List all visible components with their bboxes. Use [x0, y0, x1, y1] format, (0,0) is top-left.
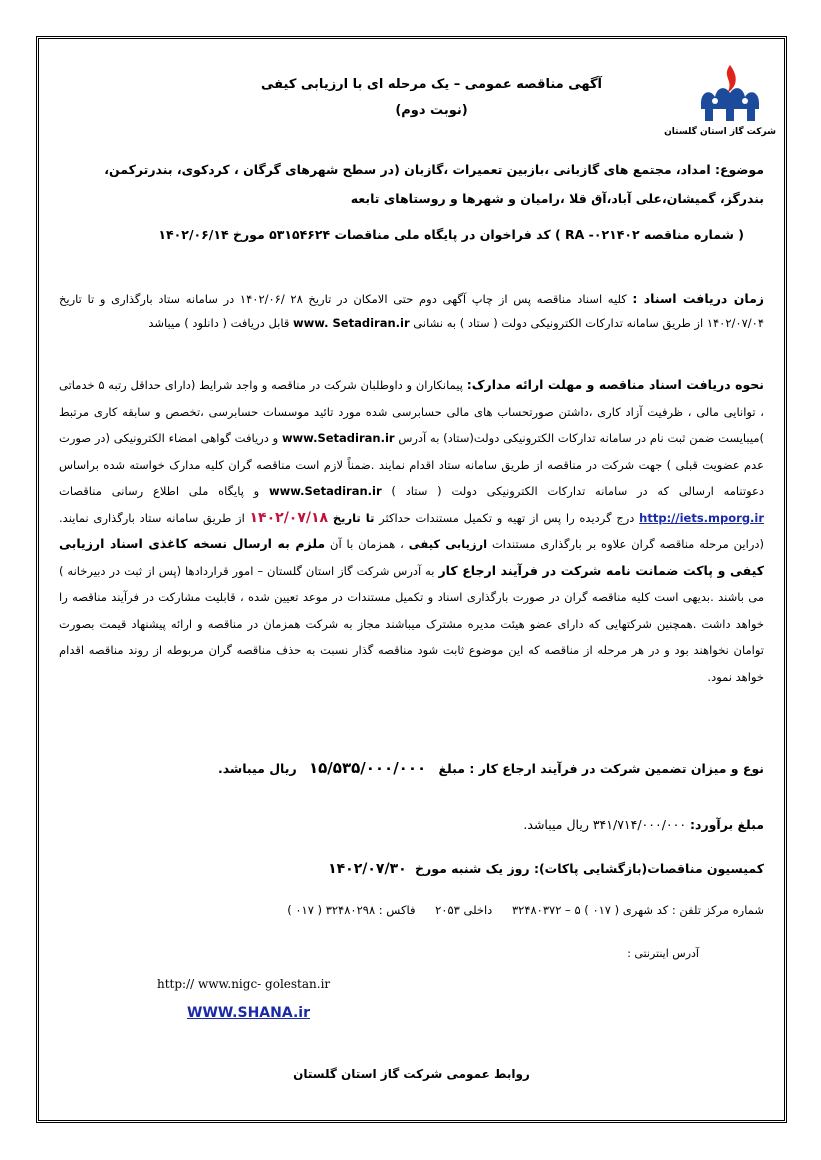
method-text-1: پیمانکاران و داوطلبان شرکت در مناقصه و واجد شرایط (دارای حداقل رتبه ۵ خدماتی ، توانایی مالی ، ظرفیت آزاد کاری ،داشتن صورتحساب های مالی حسابرسی شده مورد تائید موسسات حسابرسی ،تخصص و سابقه کاری مرتبط )میبایست ضمن ثبت نام در سامانه تدارکات الکترونیکی دولت(ستاد) به آدرس: [59, 378, 765, 445]
receipt-text-2: قابل دریافت ( دانلود ) میباشد: [148, 316, 290, 330]
commission-date: ۱۴۰۲/۰۷/۳۰: [328, 861, 407, 877]
iets-link[interactable]: http://iets.mporg.ir: [639, 510, 765, 525]
receipt-text-1: کلیه اسناد مناقصه پس از چاپ آگهی دوم حتی الامکان در تاریخ ۲۸ /۱۴۰۲/۰۶ در سامانه ستاد بارگذاری و تا تاریخ ۱۴۰۲/۰۷/۰۴ از طریق سامانه تدارکات الکترونیکی دولت ( ستاد ) به نشانی: [59, 292, 764, 330]
logo-caption: شرکت گاز استان گلستان: [664, 127, 776, 137]
method-text-6: ، همزمان با آن: [330, 537, 404, 551]
public-relations-footer: روابط عمومی شرکت گاز استان گلستان: [293, 1067, 530, 1081]
setadiran-link-2[interactable]: www.Setadiran.ir: [269, 484, 382, 498]
method-text-7: به آدرس شرکت گاز استان گلستان – امور قراردادها (پس از ثبت در دبیرخانه ) می باشند .بدیهی است کلیه مناقصه گران در صورت بارگذاری اسناد و تکمیل مستندات در موعد تعیین شده ، قابلیت مشارکت در فرآیند مناقصه را خواهد داشت .همچنین شرکتهایی که دارای عضو هیئت مدیره مشترک میباشند مجاز به شرکت همزمان در مناقصه و ارائه پیشنهاد قیمت بصورت توامان نخواهند بود و در هر مرحله از مناقصه که این موضوع ثابت شود مناقصه گذار نسبت به حذف مناقصه گران مربوطه از روند مناقصه اقدام خواهد نمود.: [59, 563, 764, 684]
quality-assessment: ارزیابی کیفی: [408, 537, 488, 551]
setadiran-link-1[interactable]: www.Setadiran.ir: [281, 431, 395, 445]
page-border: [36, 36, 787, 1123]
estimate-amount: ۳۴۱/۷۱۴/۰۰۰/۰۰۰: [592, 817, 687, 832]
contact-line: [59, 903, 764, 917]
method-text-5: از طریق سامانه ستاد بارگذاری نمایند.(دراین مرحله مناقصه گران علاوه بر بارگذاری مستندات: [59, 510, 764, 551]
estimate-label: مبلغ برآورد:: [690, 817, 764, 832]
notice-body: [49, 47, 774, 1112]
gas-company-logo-icon: [691, 63, 769, 125]
method-text-3: و پایگاه ملی اطلاع رسانی مناقصات: [59, 484, 260, 498]
company-logo: [664, 63, 776, 145]
tender-suffix: ) کد فراخوان در پایگاه ملی مناقصات ۵۳۱۵۴۶۲۴ مورخ ۱۴۰۲/۰۶/۱۴: [158, 227, 561, 242]
method-text-4: درج گردیده را پس از تهیه و تکمیل مستندات حداکثر: [379, 510, 635, 525]
guarantee-line: [59, 759, 764, 777]
guarantee-unit: ریال میباشد.: [217, 761, 297, 776]
commission-line: [59, 861, 764, 877]
guarantee-amount: ۱۵/۵۳۵/۰۰۰/۰۰۰: [309, 759, 427, 777]
subject-line-2: بندرگز، گمیشان،علی آباد،آق قلا ،رامیان و شهرها و روستاهای تابعه: [350, 191, 764, 206]
phone-number: شماره مرکز تلفن : کد شهری ( ۰۱۷ ) ۵ – ۳۲۴۸۰۳۷۲: [511, 903, 764, 917]
receipt-paragraph: [59, 287, 764, 335]
shana-link[interactable]: WWW.SHANA.ir: [187, 1005, 310, 1021]
notice-round: (نوبت دوم): [395, 103, 468, 118]
guarantee-label: نوع و میزان تضمین شرکت در فرآیند ارجاع کار : مبلغ: [438, 761, 764, 776]
obligation-text: ملزم به ارسال نسخه کاغذی اسناد ارزیابی کیفی و پاکت ضمانت نامه شرکت در فرآیند ارجاع کار: [59, 536, 765, 578]
method-label: نحوه دریافت اسناد مناقصه و مهلت ارائه مدارک:: [466, 377, 764, 392]
subject-line-1: موضوع: امداد، مجتمع های گازبانی ،بازبین تعمیرات ،گازبان (در سطح شهرهای گرگان ، کردکوی، بندرترکمن،: [104, 162, 764, 177]
estimate-line: [59, 817, 764, 832]
receipt-label: زمان دریافت اسناد :: [632, 291, 764, 306]
fax-number: فاکس : ۳۲۴۸۰۲۹۸ ( ۰۱۷ ): [287, 903, 416, 917]
internal-number: داخلی ۲۰۵۳: [435, 903, 493, 917]
subject: [69, 155, 764, 213]
website-url[interactable]: http:// www.nigc- golestan.ir: [157, 977, 331, 991]
notice-title: آگهی مناقصه عمومی – یک مرحله ای با ارزیابی کیفی: [261, 77, 602, 92]
setadiran-link[interactable]: www. Setadiran.ir: [293, 316, 410, 330]
commission-label: کمیسیون مناقصات(بازگشایی پاکات): روز یک شنبه مورخ: [415, 861, 764, 876]
tender-prefix: ( شماره مناقصه: [644, 227, 744, 242]
tender-number: RA -۰۲۱۴۰۲: [565, 227, 640, 242]
method-text-2: و دریافت گواهی امضاء الکترونیکی (در صورت عدم عضویت قبلی ) جهت شرکت در مناقصه از طریق سامانه ستاد اقدام نمایند .ضمناً لازم است مناقصه گران کلیه مدارک خواسته شده براساس دعوتنامه ارسالی که در سامانه تدارکات الکترونیکی دولت ( ستاد ): [59, 431, 765, 498]
tender-number-line: [69, 227, 744, 242]
until-label: تا تاریخ: [332, 510, 375, 525]
website-label: آدرس اینترنتی :: [627, 947, 699, 960]
method-paragraph: [59, 372, 764, 690]
deadline-date: ۱۴۰۲/۰۷/۱۸: [249, 509, 329, 526]
estimate-unit: ریال میباشد.: [523, 817, 589, 832]
